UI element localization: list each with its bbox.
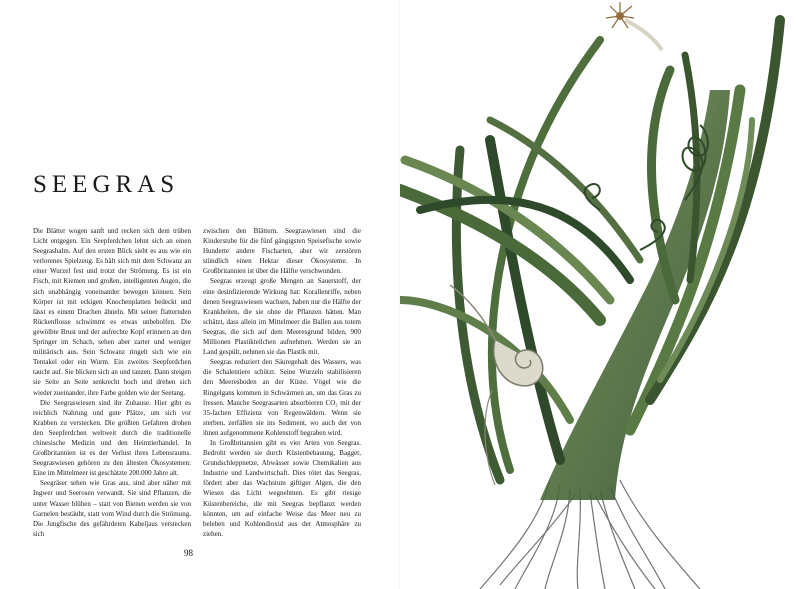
paragraph: Seegras erzeugt große Mengen an Sauerstoff, der eine desinfizierende Wirkung hat: Korallenriffe, neben denen Seegraswiesen wachsen, haben nur die Hälfte der Krankheiten, die sie ohne die Pflanzen hätten. Man schätzt, dass allein im Mittelmeer die Ballen aus totem Seegras, die sich auf dem Meeresgrund bilden, 900 Millionen Plastikteilchen aufnehmen. Werden sie an Land gespült, nehmen sie das Plastik mit. (203, 277, 361, 357)
paragraph: Seegras reduziert den Säuregehalt des Wassers, was die Schalentiere schützt. Seine Wurzeln stabilisieren den Meeresboden an der Küste. Vögel wie die Ringelgans kommen in Schwärmen an, um das Gras zu fressen. Manche Seegrasarten absorbieren CO₂ mit der 35-fachen Effizienz von Regenwäldern. Wenn sie sterben, zerfällen sie ins Sediment, wo auch der von ihnen aufgenommene Kohlenstoff begraben wird. (203, 358, 361, 437)
page-number: 98 (184, 548, 193, 558)
text-column-1 (33, 226, 191, 539)
paragraph: Seegräser sehen wie Gras aus, sind aber näher mit Ingwer und Seerosen verwandt. Sie sind Pflanzen, die unter Wasser blühen – statt von Bienen werden sie von Garnelen bestäubt, statt vom Wind durch die Strömung. Die Jungfische des gefährdeten Kabeljaus verstecken sich (33, 479, 191, 538)
paragraph: zwischen den Blättern. Seegraswiesen sind die Kinderstube für die fünf gängigsten Speisefische sowie Hunderte andere Fischarten, aber wir zerstören stündlich einen Hektar dieser Ökosysteme. In Großbritannien ist über die Hälfte verschwunden. (203, 227, 361, 276)
page-title: SEEGRAS (33, 171, 180, 198)
paragraph: Die Seegraswiesen sind ihr Zuhause. Hier gibt es reichlich Nahrung und gute Plätze, um sich vor Krabben zu verstecken. Die größten Gefahren drohen den Seepferdchen weltweit durch die traditionelle chinesische Medizin und den Heimtierhandel. In Großbritannien ist es der Verlust ihres Lebensraums. Seegraswiesen gehören zu den ältesten Ökosystemen: Eine im Mittelmeer ist geschätzte 200.000 Jahre alt. (33, 398, 191, 478)
seagrass-illustration (400, 0, 800, 589)
paragraph: In Großbritannien gibt es vier Arten von Seegras. Bedroht werden sie durch Küstenbebauung, Bagger, Grundschleppnetze, Abwässer sowie Chemikalien aus Industrie und Landwirtschaft. Dies tötet das Seegras, fördert aber das Wachstum giftiger Algen, die den Wiesen das Licht wegnehmen. Es gibt riesige Küstenbereiche, die mit Seegras bepflanzt werden könnten, um auf einfache Weise das Meer neu zu beleben und Kohlendioxid aus der Atmosphäre zu ziehen. (203, 438, 361, 538)
flower-icon (606, 2, 662, 50)
right-page (400, 0, 800, 589)
text-column-2 (203, 226, 361, 539)
paragraph: Die Blätter wogen sanft und recken sich dem trüben Licht entgegen. Ein Seepferdchen lehnt sich an einen Seegrashalm. Auf den ersten Blick sieht es aus wie ein verlorenes Spielzeug. Es hält sich mit dem Schwanz an einer Wurzel fest und trotzt der Strömung. Es ist ein Fisch, mit Kiemen und großen, intelligenten Augen, die sich unabhängig voneinander bewegen können. Sein Körper ist mit eckigen Knochenplatten bedeckt und lässt es einem Drachen ähneln. Mit seiner flatternden Rückenflosse schwimmt es etwas unbeholfen. Die gewölbte Brust und der aufrechte Kopf erinnern an den Springer im Schach, sehen aber zarter und weniger militärisch aus. Sein Schwanz ringelt sich wie ein Tentakel oder ein Wurm. Ein zweites Seepferdchen taucht auf. Sie blicken sich an und tanzen. Dann steigen sie Seite an Seite senkrecht hoch und drehen sich wieder zueinander, ihre Farbe golden wie der Seetang. (33, 227, 191, 397)
